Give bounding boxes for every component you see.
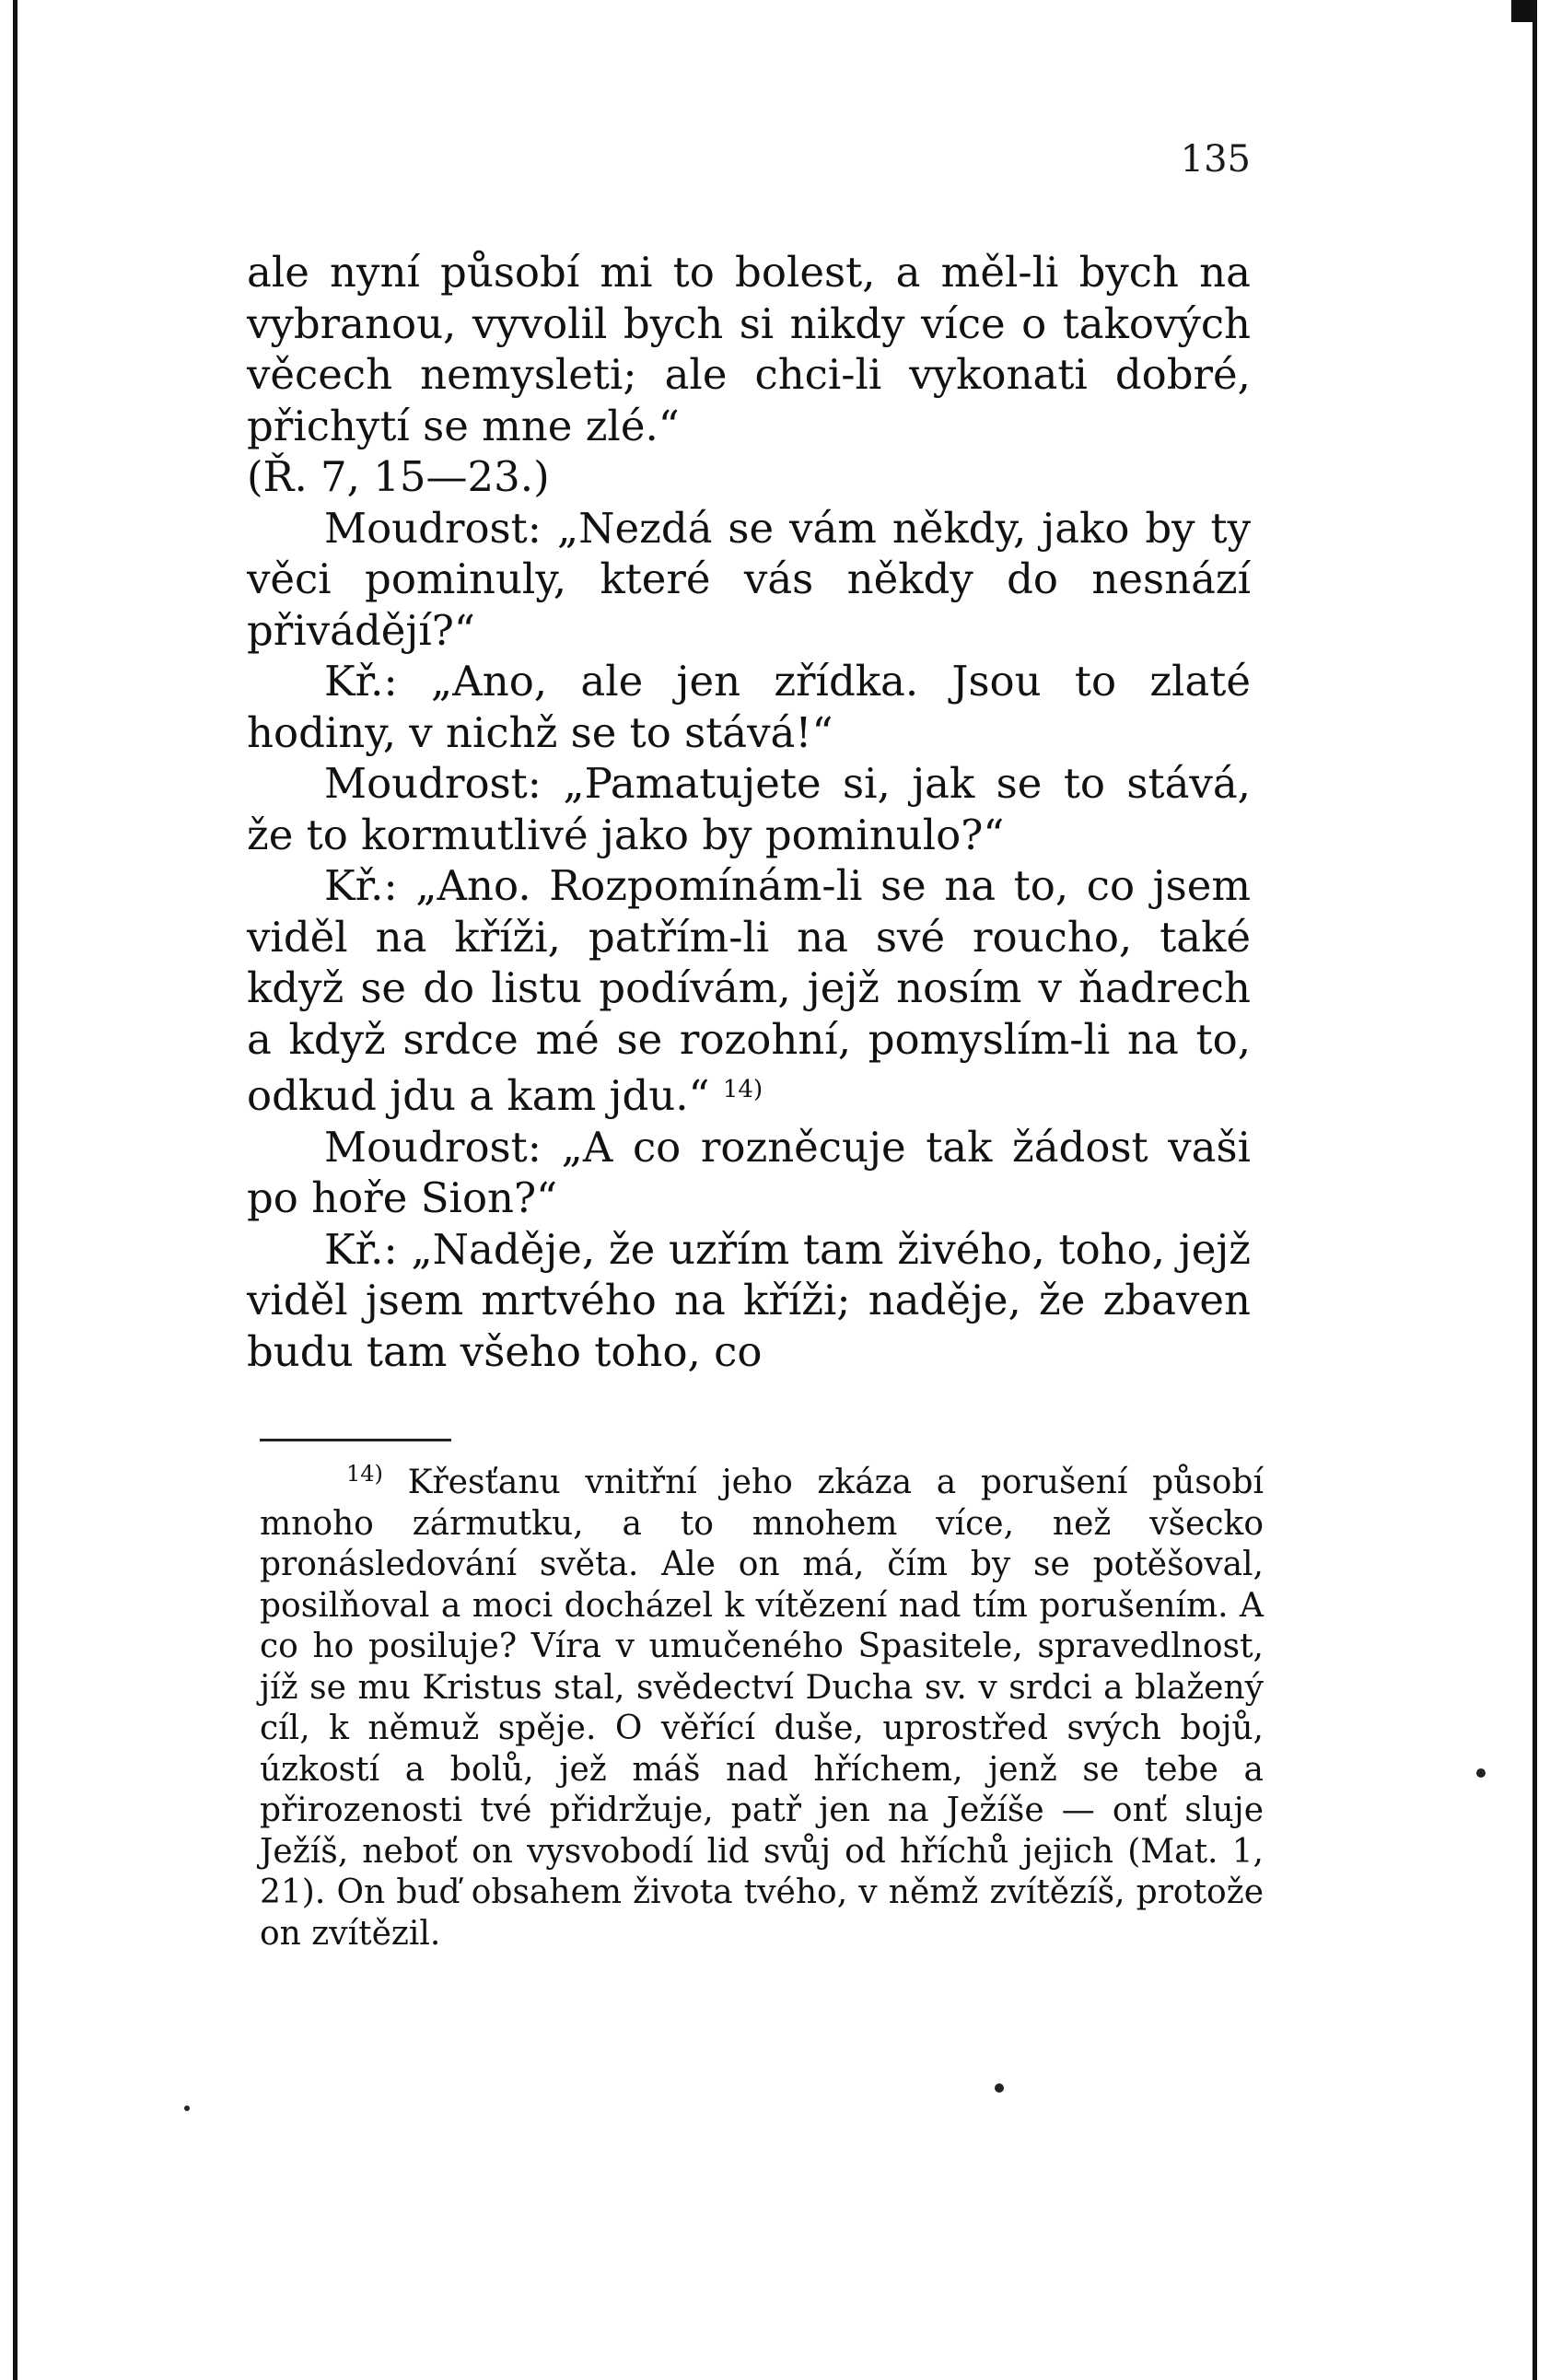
- scan-speck: [184, 2106, 190, 2111]
- paragraph-continuation: ale nyní působí mi to bolest, a měl-li bych na vybranou, vyvolil bych si nikdy více o takových věcech nemysleti; ale chci-li vykonati dobré, přichytí se mne zlé.“: [247, 248, 1251, 450]
- main-text: [247, 247, 1251, 1377]
- paragraph-dialogue: Moudrost: „A co rozněcuje tak žádost vaši po hoře Sion?“: [247, 1122, 1251, 1222]
- footnote-reference: 14): [722, 1076, 763, 1103]
- paragraph-dialogue: Kř.: „Naděje, že uzřím tam živého, toho, jejž viděl jsem mrtvého na kříži; naděje, že zbaven budu tam všeho toho, co: [247, 1224, 1251, 1376]
- paragraph-reference: (Ř. 7, 15—23.): [247, 452, 550, 501]
- scan-speck: [995, 2083, 1004, 2093]
- footnote-rule: [260, 1439, 451, 1441]
- paragraph-dialogue: [247, 860, 1251, 1122]
- scan-corner-mark: [1511, 0, 1537, 22]
- scan-border-right: [1533, 0, 1537, 2380]
- page-number: 135: [1180, 138, 1251, 181]
- paragraph-dialogue: Moudrost: „Nezdá se vám někdy, jako by ty věci pominuly, které vás někdy do nesnází přivádějí?“: [247, 503, 1251, 655]
- footnote-text: Křesťanu vnitřní jeho zkáza a porušení působí mnoho zármutku, a to mnohem více, než všecko pronásledování světa. Ale on má, čím by se potěšoval, posilňoval a moci docházel k vítězení nad tím porušením. A co ho posiluje? Víra v umučeného Spasitele, spravedlnost, jíž se mu Kristus stal, svědectví Ducha sv. v srdci a blažený cíl, k němuž spěje. O věřící duše, uprostřed svých bojů, úzkostí a bolů, jež máš nad hříchem, jenž se tebe a přirozenosti tvé přidržuje, patř jen na Ježíše — onť sluje Ježíš, neboť on vysvobodí lid svůj od hříchů jejich (Mat. 1, 21). On buď obsahem života tvého, v němž zvítězíš, protože on zvítězil.: [260, 1464, 1264, 1953]
- paragraph-dialogue: Moudrost: „Pamatujete si, jak se to stává, že to kormutlivé jako by pominulo?“: [247, 759, 1251, 859]
- scan-speck: [1476, 1768, 1486, 1778]
- footnote: [260, 1453, 1264, 1954]
- footnote-label: 14): [346, 1461, 383, 1487]
- paragraph-text: Kř.: „Ano. Rozpomínám-li se na to, co jsem viděl na kříži, patřím-li na své roucho, také když se do listu podívám, jejž nosím v ňadrech a když srdce mé se rozohní, pomyslím-li na to, odkud jdu a kam jdu.“: [247, 861, 1251, 1120]
- paragraph-dialogue: Kř.: „Ano, ale jen zřídka. Jsou to zlaté hodiny, v nichž se to stává!“: [247, 657, 1251, 757]
- scan-border-left: [13, 0, 17, 2380]
